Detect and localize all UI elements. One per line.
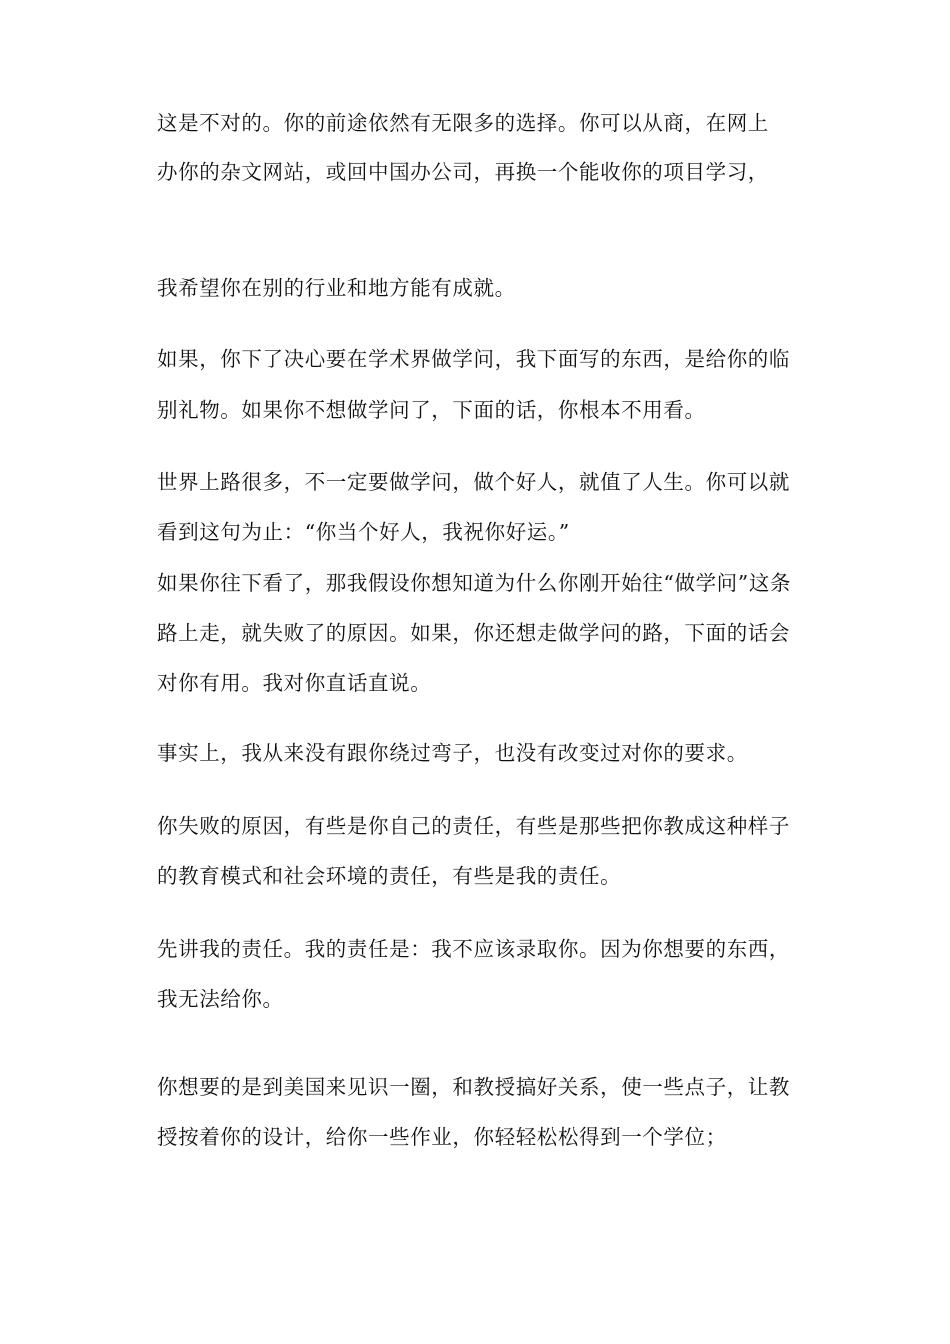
text-line: 如果，你下了决心要在学术界做学问，我下面写的东西，是给你的临 xyxy=(157,347,790,371)
text-line: 事实上，我从来没有跟你绕过弯子，也没有改变过对你的要求。 xyxy=(157,741,748,765)
text-line: 我希望你在别的行业和地方能有成就。 xyxy=(157,276,516,300)
text-line: 看到这句为止：“你当个好人，我祝你好运。” xyxy=(157,520,570,544)
text-line: 先讲我的责任。我的责任是：我不应该录取你。因为你想要的东西， xyxy=(157,937,790,961)
text-line: 对你有用。我对你直话直说。 xyxy=(157,671,432,695)
text-line: 路上走，就失败了的原因。如果，你还想走做学问的路，下面的话会 xyxy=(157,621,790,645)
text-line: 授按着你的设计，给你一些作业，你轻轻松松得到一个学位； xyxy=(157,1125,727,1149)
text-line: 你想要的是到美国来见识一圈，和教授搞好关系，使一些点子，让教 xyxy=(157,1075,790,1099)
text-line: 别礼物。如果你不想做学问了，下面的话，你根本不用看。 xyxy=(157,398,706,422)
text-line: 你失败的原因，有些是你自己的责任，有些是那些把你教成这种样子 xyxy=(157,814,790,838)
text-line: 世界上路很多，不一定要做学问，做个好人，就值了人生。你可以就 xyxy=(157,470,790,494)
text-line: 这是不对的。你的前途依然有无限多的选择。你可以从商，在网上 xyxy=(157,111,769,135)
text-line: 如果你往下看了，那我假设你想知道为什么你刚开始往“做学问”这条 xyxy=(157,571,792,595)
text-line: 我无法给你。 xyxy=(157,987,284,1011)
text-line: 办你的杂文网站，或回中国办公司，再换一个能收你的项目学习， xyxy=(157,160,769,184)
text-line: 的教育模式和社会环境的责任，有些是我的责任。 xyxy=(157,864,622,888)
